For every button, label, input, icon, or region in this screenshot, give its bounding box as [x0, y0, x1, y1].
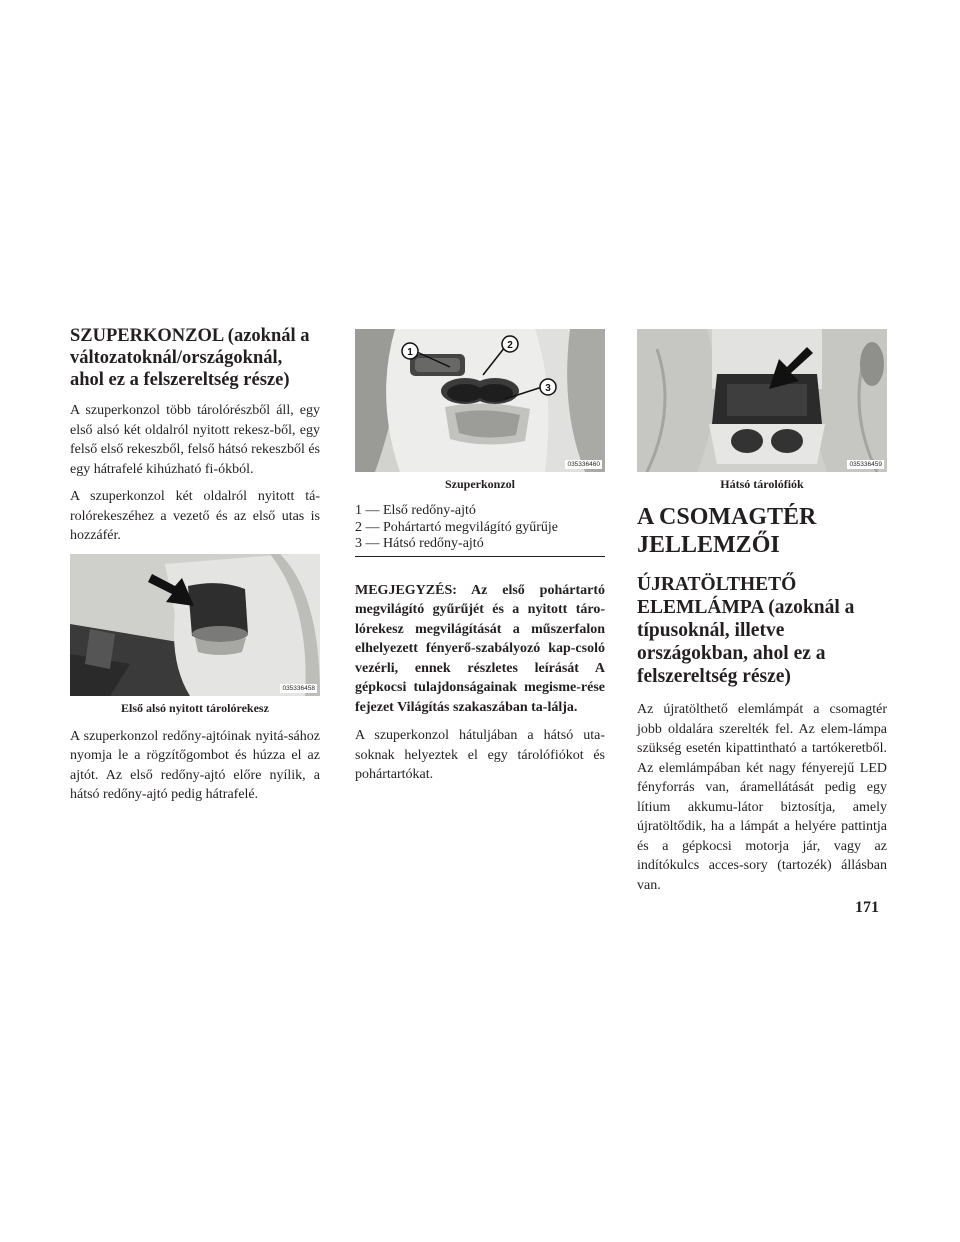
paragraph: A szuperkonzol több tárolórészből áll, egy első alsó két oldalról nyitott rekesz-ből, egy felső első rekeszből, felső hátsó rekeszből és egy hátrafelé kihúzható fi-ókból.	[70, 403, 320, 477]
legend-item: 2 — Pohártartó megvilágító gyűrűje	[355, 519, 558, 535]
column-3	[637, 329, 887, 903]
figure-legend	[355, 503, 605, 557]
column-2	[355, 329, 605, 793]
callout-2: 2	[507, 340, 513, 351]
page-number: 171	[855, 899, 879, 916]
paragraph: A szuperkonzol redőny-ajtóinak nyitá-sához nyomja le a rögzítőgombot és húzza el az ajtót. Az első redőny-ajtó előre nyílik, a hátsó redőny-ajtó pedig hátrafelé.	[70, 728, 320, 802]
figure-caption: Szuperkonzol	[444, 477, 515, 491]
figure-rear-drawer-photo	[637, 329, 887, 472]
figure-superconsole-photo	[355, 329, 605, 472]
figure-caption: Hátsó tárolófiók	[720, 477, 804, 491]
figure-code: 035336460	[567, 461, 600, 468]
legend-item: 1 — Első redőny-ajtó	[355, 503, 476, 518]
figure-code: 035336458	[282, 684, 315, 692]
callout-3: 3	[545, 383, 551, 394]
legend-item: 3 — Hátsó redőny-ajtó	[355, 536, 484, 551]
section-heading-superconsole: SZUPERKONZOL (azoknál a változatoknál/országoknál, ahol ez a felszereltség része)	[70, 326, 310, 390]
paragraph: A szuperkonzol két oldalról nyitott tá-rolórekeszéhez a vezető és az első utas is hozzáfér.	[70, 489, 320, 543]
note-text: Az első pohártartó megvilágító gyűrűjét és a nyitott táro-lórekesz megvilágítását a műszerfalon elhelyezett fényerő-szabályozó kap-csoló vezérli, ennek részletes leírását A gépkocsi tulajdonságainak megisme-rése fejezet Világítás szakaszában ta-lálja.	[355, 582, 606, 715]
section-heading-trunk: A CSOMAGTÉR JELLEMZŐI	[637, 504, 817, 558]
note-label: MEGJEGYZÉS:	[355, 582, 457, 598]
callout-1: 1	[407, 347, 413, 358]
figure-code: 035336459	[849, 461, 882, 468]
note	[355, 581, 605, 718]
column-1	[70, 325, 320, 813]
figure-front-lower-bin-photo	[70, 554, 320, 696]
paragraph: Az újratölthető elemlámpát a csomagtér jobb oldalára szerelték fel. Az elem-lámpa szükség esetén kipattintható a tartókeretből. Az elemlámpában két nagy fényerejű LED fényforrás van, áramellátását pedig egy lítium akkumu-látor biztosítja, amely újratöltődik, ha a lámpát a helyére pattintja és a gépkocsi motorja jár, vagy az indítókulcs acces-sory (tartozék) állásban van.	[637, 702, 887, 893]
subsection-heading-flashlight: ÚJRATÖLTHETŐ ELEMLÁMPA (azoknál a típusoknál, illetve országokban, ahol ez a felszereltség része)	[637, 574, 855, 687]
figure-caption: Első alsó nyitott tárolórekesz	[121, 700, 269, 715]
paragraph: A szuperkonzol hátuljában a hátsó uta-soknak helyeztek el egy tárolófiókot és pohártartókat.	[355, 728, 605, 782]
